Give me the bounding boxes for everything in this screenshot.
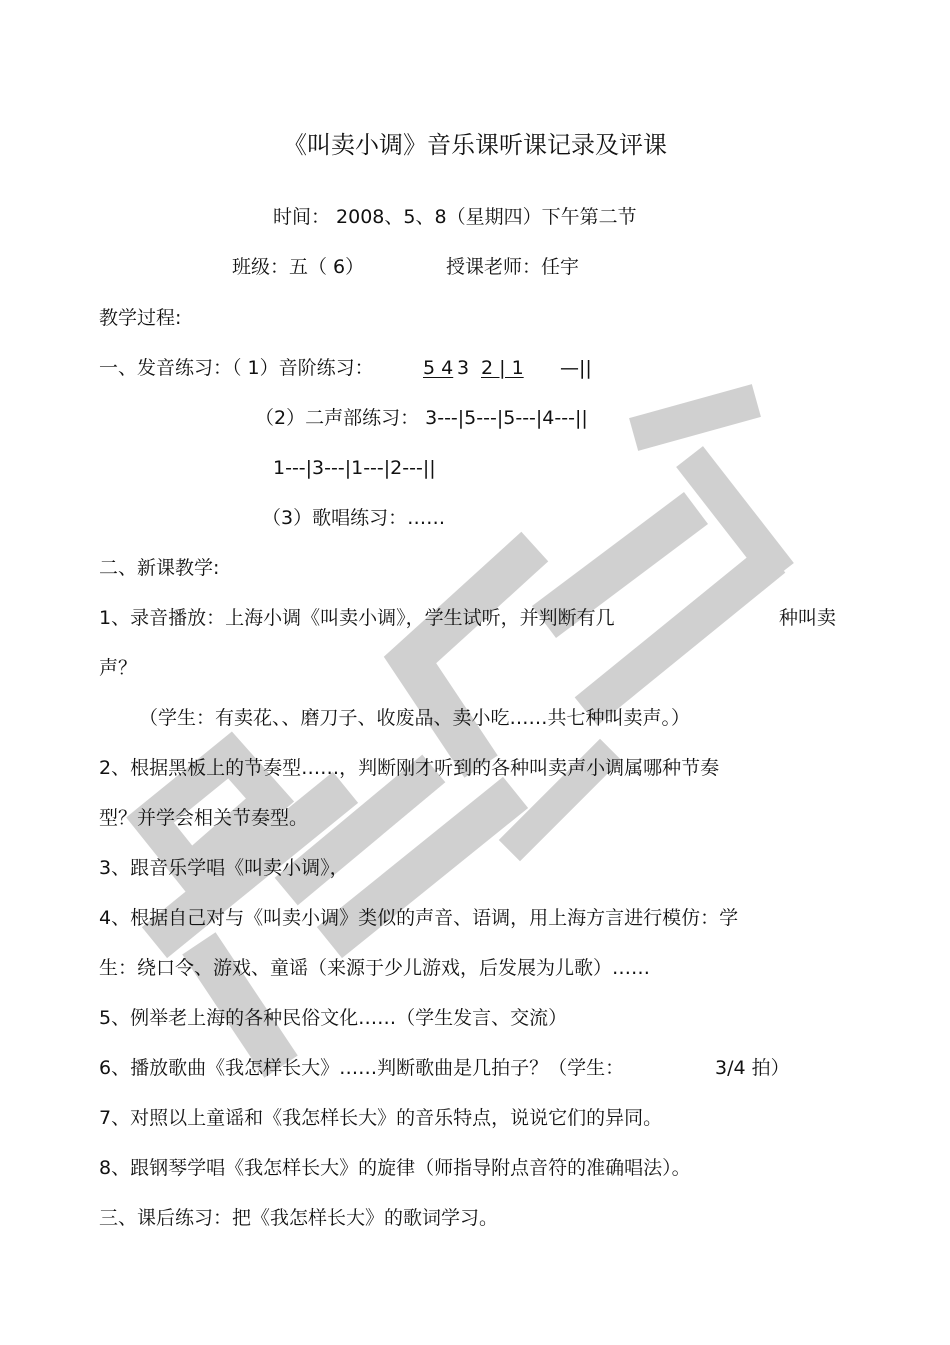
page-title: 《叫卖小调》音乐课听课记录及评课 — [283, 131, 667, 159]
item-4-text-wrap: 生：绕口令、游戏、童谣（来源于少儿游戏，后发展为儿歌）…… — [99, 957, 651, 979]
section2-heading: 二、新课教学: — [99, 557, 220, 579]
scale-notes-c: 2 | 1 — [481, 357, 524, 379]
scale-notes-a: 5 4 — [423, 357, 454, 379]
lesson-time: 时间： 2008、5、8（星期四）下午第二节 — [273, 206, 637, 228]
item-1-text-end: 种叫卖 — [779, 607, 837, 629]
scale-notes-b: 3 — [457, 357, 470, 379]
item-1-text-wrap: 声？ — [99, 657, 138, 679]
item-1-text: 1、录音播放：上海小调《叫卖小调》，学生试听，并判断有几 — [99, 607, 615, 629]
item-8-text: 8、跟钢琴学唱《我怎样长大》的旋律（师指导附点音符的准确唱法）。 — [99, 1157, 691, 1179]
teacher-info: 授课老师：任宇 — [446, 256, 580, 278]
item-4-text: 4、根据自己对与《叫卖小调》类似的声音、语调，用上海方言进行模仿：学 — [99, 907, 739, 929]
item-1-student-note: （学生：有卖花、、磨刀子、收废品、卖小吃……共七种叫卖声。） — [139, 707, 691, 729]
item-6-text: 6、播放歌曲《我怎样长大》……判断歌曲是几拍子？（学生： — [99, 1057, 625, 1079]
two-part-exercise: （2）二声部练习： 3---|5---|5---|4---|| — [255, 407, 588, 429]
item-3-text: 3、跟音乐学唱《叫卖小调》， — [99, 857, 349, 879]
item-2-text: 2、根据黑板上的节奏型……，判断刚才听到的各种叫卖声小调属哪种节奏 — [99, 757, 720, 779]
class-info: 班级：五（ 6） — [232, 256, 365, 278]
scale-notes-d: —|| — [560, 357, 592, 379]
item-2-text-wrap: 型？并学会相关节奏型。 — [99, 807, 309, 829]
item-7-text: 7、对照以上童谣和《我怎样长大》的音乐特点，说说它们的异同。 — [99, 1107, 663, 1129]
process-label: 教学过程: — [99, 307, 182, 329]
section3-heading: 三、课后练习：把《我怎样长大》的歌词学习。 — [99, 1207, 499, 1229]
item-6-answer: 3/4 拍） — [715, 1057, 790, 1079]
singing-exercise: （3）歌唱练习：…… — [262, 507, 446, 529]
two-part-exercise-line2: 1---|3---|1---|2---|| — [273, 457, 436, 479]
item-5-text: 5、例举老上海的各种民俗文化……（学生发言、交流） — [99, 1007, 568, 1029]
section1-heading: 一、发音练习：（ 1）音阶练习： — [99, 357, 374, 379]
